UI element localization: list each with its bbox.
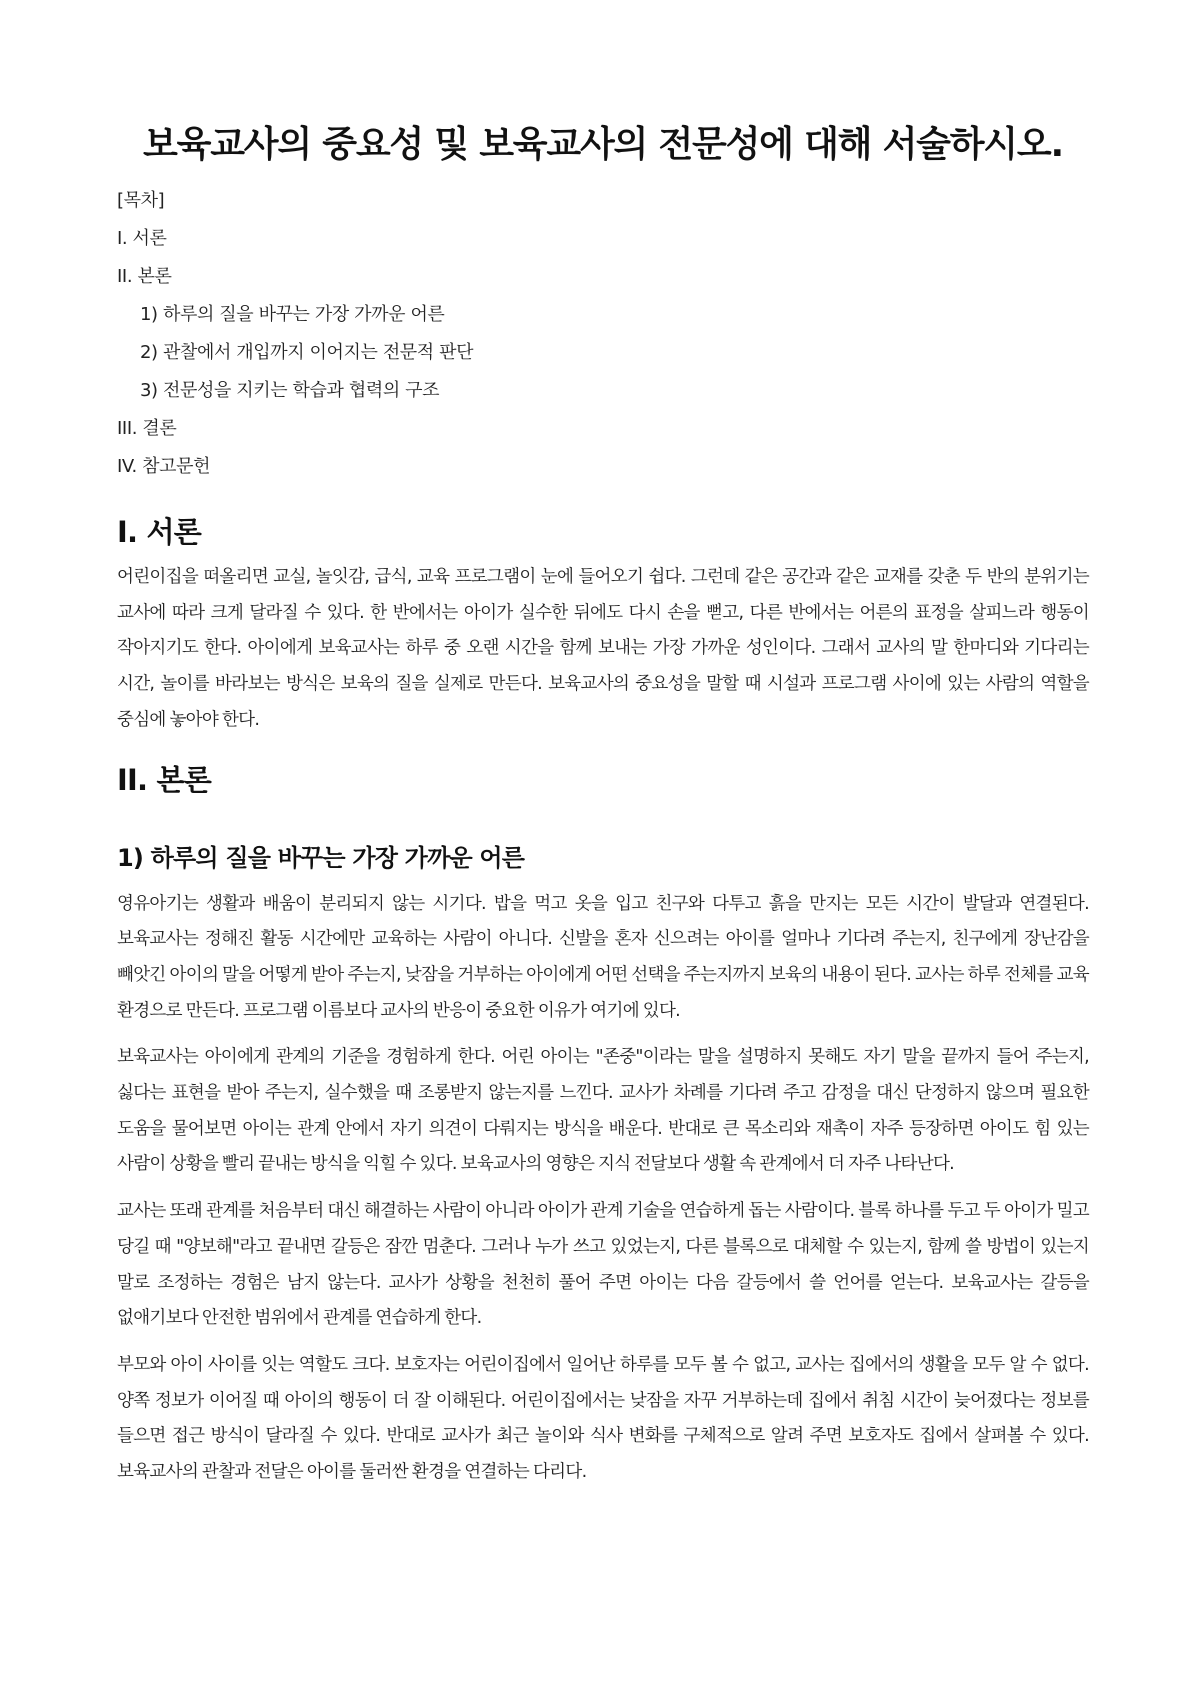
body-paragraph: 영유아기는 생활과 배움이 분리되지 않는 시기다. 밥을 먹고 옷을 입고 친구와 다투고 흙을 만지는 모든 시간이 발달과 연결된다. 보육교사는 정해진 활동 시간에만 교육하는 사람이 아니다. 신발을 혼자 신으려는 아이를 얼마나 기다려 주는지, 친구에게 장난감을 빼앗긴 아이의 말을 어떻게 받아 주는지, 낮잠을 거부하는 아이에게 어떤 선택을 주는지까지 보육의 내용이 된다. 교사는 하루 전체를 교육 환경으로 만든다. 프로그램 이름보다 교사의 반응이 중요한 이유가 여기에 있다.	[117, 893, 1089, 1021]
intro-paragraph: 어린이집을 떠올리면 교실, 놀잇감, 급식, 교육 프로그램이 눈에 들어오기 쉽다. 그런데 같은 공간과 같은 교재를 갖춘 두 반의 분위기는 교사에 따라 크게 달라질 수 있다. 한 반에서는 아이가 실수한 뒤에도 다시 손을 뻗고, 다른 반에서는 어른의 표정을 살피느라 행동이 작아지기도 한다. 아이에게 보육교사는 하루 중 오랜 시간을 함께 보내는 가장 가까운 성인이다. 그래서 교사의 말 한마디와 기다리는 시간, 놀이를 바라보는 방식은 보육의 질을 실제로 만든다. 보육교사의 중요성을 말할 때 시설과 프로그램 사이에 있는 사람의 역할을 중심에 놓아야 한다.	[117, 567, 1089, 730]
section-heading-intro: I. 서론	[117, 515, 201, 549]
section-heading-body: II. 본론	[117, 762, 211, 797]
toc-item-conclusion: III. 결론	[117, 418, 177, 439]
toc-item-references: IV. 참고문헌	[117, 456, 211, 477]
document-title: 보육교사의 중요성 및 보육교사의 전문성에 대해 서술하시오.	[143, 124, 1063, 165]
toc-item-body: II. 본론	[117, 266, 172, 287]
toc-item-body-1: 1) 하루의 질을 바꾸는 가장 가까운 어른	[140, 304, 445, 325]
document-page	[117, 0, 1089, 1491]
toc-item-intro: I. 서론	[117, 228, 167, 249]
body-paragraph: 부모와 아이 사이를 잇는 역할도 크다. 보호자는 어린이집에서 일어난 하루를 모두 볼 수 없고, 교사는 집에서의 생활을 모두 알 수 없다. 양쪽 정보가 이어질 때 아이의 행동이 더 잘 이해된다. 어린이집에서는 낮잠을 자꾸 거부하는데 집에서 취침 시간이 늦어졌다는 정보를 들으면 접근 방식이 달라질 수 있다. 반대로 교사가 최근 놀이와 식사 변화를 구체적으로 알려 주면 보호자도 집에서 살펴볼 수 있다. 보육교사의 관찰과 전달은 아이를 둘러싼 환경을 연결하는 다리다.	[117, 1354, 1089, 1483]
body-paragraph: 보육교사는 아이에게 관계의 기준을 경험하게 한다. 어린 아이는 "존중"이라는 말을 설명하지 못해도 자기 말을 끝까지 들어 주는지, 싫다는 표현을 받아 주는지, 실수했을 때 조롱받지 않는지를 느낀다. 교사가 차례를 기다려 주고 감정을 대신 단정하지 않으며 필요한 도움을 물어보면 아이는 관계 안에서 자기 의견이 다뤄지는 방식을 배운다. 반대로 큰 목소리와 재촉이 자주 등장하면 아이도 힘 있는 사람이 상황을 빨리 끝내는 방식을 익힐 수 있다. 보육교사의 영향은 지식 전달보다 생활 속 관계에서 더 자주 나타난다.	[117, 1047, 1089, 1175]
table-of-contents	[117, 186, 1089, 490]
body-paragraph: 교사는 또래 관계를 처음부터 대신 해결하는 사람이 아니라 아이가 관계 기술을 연습하게 돕는 사람이다. 블록 하나를 두고 두 아이가 밀고 당길 때 "양보해"라고 끝내면 갈등은 잠깐 멈춘다. 그러나 누가 쓰고 있었는지, 다른 블록으로 대체할 수 있는지, 함께 쓸 방법이 있는지 말로 조정하는 경험은 남지 않는다. 교사가 상황을 천천히 풀어 주면 아이는 다음 갈등에서 쓸 언어를 얻는다. 보육교사는 갈등을 없애기보다 안전한 범위에서 관계를 연습하게 한다.	[117, 1201, 1089, 1329]
toc-heading: [목차]	[117, 190, 165, 211]
subsection-heading-1: 1) 하루의 질을 바꾸는 가장 가까운 어른	[117, 843, 525, 872]
toc-item-body-3: 3) 전문성을 지키는 학습과 협력의 구조	[140, 380, 440, 401]
toc-item-body-2: 2) 관찰에서 개입까지 이어지는 전문적 판단	[140, 342, 474, 363]
